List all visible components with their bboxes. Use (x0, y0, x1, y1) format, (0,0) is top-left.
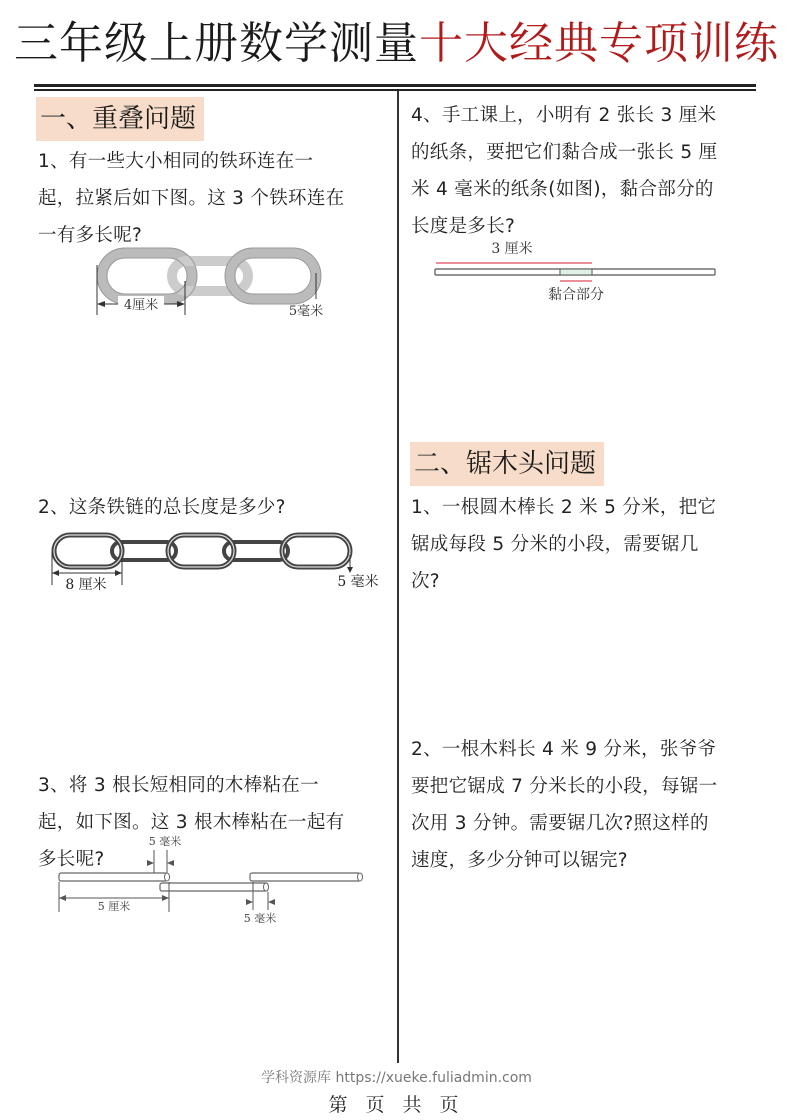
sticks-overlap-label-bottom: 5 毫米 (243, 912, 277, 925)
paper-strips-figure (430, 237, 720, 307)
question-line: 的纸条，要把它们黏合成一张长 5 厘 (411, 142, 718, 163)
question-sawing-2 (411, 731, 717, 879)
sticks-figure (55, 832, 375, 927)
question-line: 次用 3 分钟。需要锯几次?照这样的 (411, 813, 709, 834)
question-line: 1、一根圆木棒长 2 米 5 分米，把它 (411, 497, 717, 518)
sticks-overlap-label-top: 5 毫米 (148, 835, 182, 848)
question-line: 2、一根木料长 4 米 9 分米，张爷爷 (411, 739, 717, 760)
question-overlap-1 (38, 143, 344, 254)
question-overlap-4 (411, 97, 717, 245)
question-line: 多长呢? (38, 849, 105, 870)
section-header-sawing: 二、锯木头问题 (410, 442, 604, 486)
title-red-part: 十大经典专项训练 (419, 18, 779, 69)
question-line: 起，如下图。这 3 根木棒粘在一起有 (38, 812, 345, 833)
chain2-thickness-label: 5 毫米 (337, 574, 379, 590)
question-line: 4、手工课上，小明有 2 张长 3 厘米 (411, 105, 717, 126)
chain1-width-label: 4厘米 (123, 298, 159, 313)
question-line: 米 4 毫米的纸条(如图)，黏合部分的 (411, 179, 714, 200)
question-line: 2、这条铁链的总长度是多少? (38, 497, 286, 518)
question-line: 次? (411, 571, 440, 592)
question-line: 起，拉紧后如下图。这 3 个铁环连在 (38, 188, 345, 209)
footer-page-number: 第 页 共 页 (328, 1094, 465, 1116)
page-title (0, 14, 793, 74)
strip-length-label: 3 厘米 (491, 241, 533, 257)
question-line: 要把它锯成 7 分米长的小段，每锯一 (411, 776, 718, 797)
sticks-length-label: 5 厘米 (97, 900, 131, 913)
chain2-width-label: 8 厘米 (65, 577, 107, 593)
chain1-thickness-label: 5毫米 (288, 304, 324, 319)
question-line: 速度，多少分钟可以锯完? (411, 850, 628, 871)
question-sawing-1 (411, 489, 716, 600)
footer-site-link[interactable]: 学科资源库 https://xueke.fuliadmin.com (261, 1070, 532, 1086)
title-rule-top (34, 84, 756, 87)
question-line: 锯成每段 5 分米的小段，需要锯几 (411, 534, 699, 555)
question-line: 1、有一些大小相同的铁环连在一 (38, 151, 314, 172)
overlap-part-label: 黏合部分 (548, 287, 604, 303)
column-divider (397, 91, 399, 1063)
section-header-overlap: 一、重叠问题 (36, 97, 204, 141)
question-line: 长度是多长? (411, 216, 516, 237)
question-line: 一有多长呢? (38, 225, 143, 246)
chain-figure-2 (46, 530, 386, 595)
question-overlap-2 (38, 489, 286, 526)
chain-figure-1 (88, 243, 338, 323)
title-rule-bottom (34, 89, 756, 91)
question-line: 3、将 3 根长短相同的木棒粘在一 (38, 775, 319, 796)
title-black-part: 三年级上册数学测量 (14, 18, 419, 69)
